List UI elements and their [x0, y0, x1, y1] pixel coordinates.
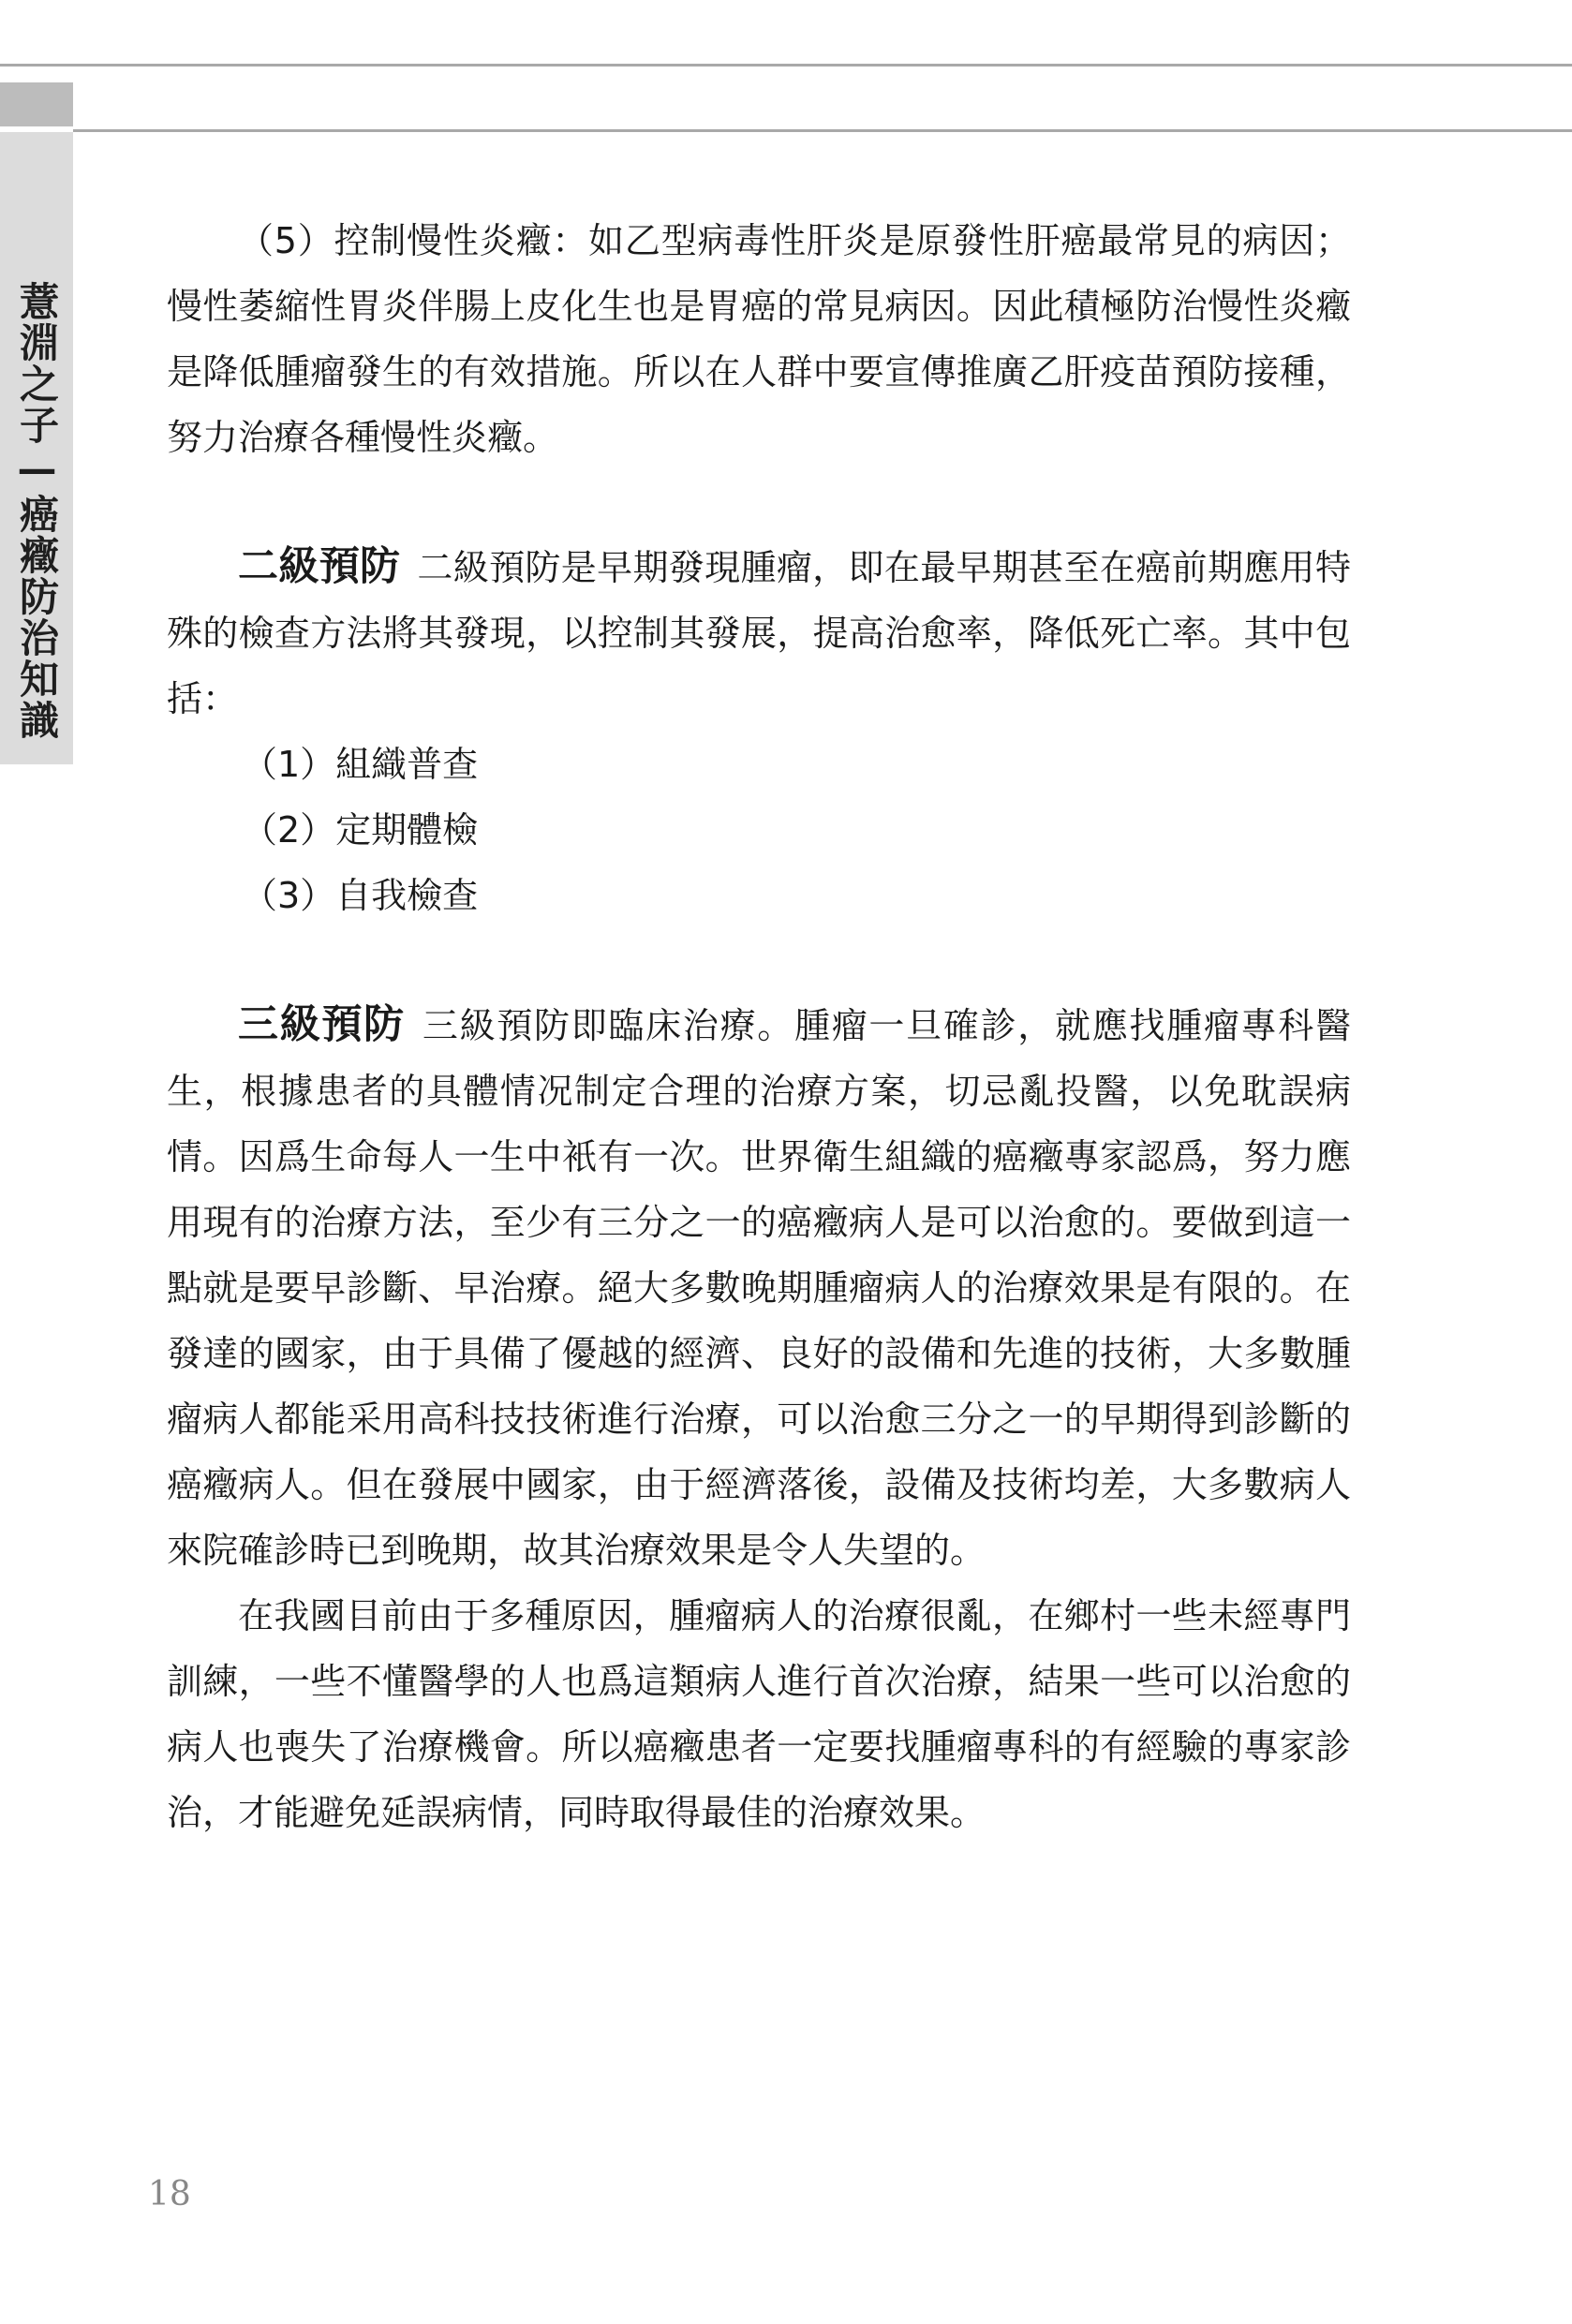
paragraph-chronic-inflammation: （5）控制慢性炎癥：如乙型病毒性肝炎是原發性肝癌最常見的病因；慢性萎縮性胃炎伴腸上皮化生也是胃癌的常見病因。因此積極防治慢性炎癥是降低腫瘤發生的有效措施。所以在人群中要宣傳推廣乙肝疫苗預防接種，努力治療各種慢性炎癥。 [167, 220, 1351, 458]
page-number: 18 [148, 2175, 191, 2213]
side-tab-cap [0, 82, 73, 126]
paragraph-text: 三級預防即臨床治療。腫瘤一旦確診，就應找腫瘤專科醫生，根據患者的具體情况制定合理的治療方案，切忌亂投醫，以免耽誤病情。因爲生命每人一生中衹有一次。世界衛生組織的癌癥專家認爲，努力應用現有的治療方法，至少有三分之一的癌癥病人是可以治愈的。要做到這一點就是要早診斷、早治療。絕大多數晚期腫瘤病人的治療效果是有限的。在發達的國家，由于具備了優越的經濟、良好的設備和先進的技術，大多數腫瘤病人都能采用高科技技術進行治療，可以治愈三分之一的早期得到診斷的癌癥病人。但在發展中國家，由于經濟落後，設備及技術均差，大多數病人來院確診時已到晚期，故其治療效果是令人失望的。 [167, 1005, 1351, 1571]
paragraph-treatment-situation: 在我國目前由于多種原因，腫瘤病人的治療很亂，在鄉村一些未經專門訓練，一些不懂醫學的人也爲這類病人進行首次治療，結果一些可以治愈的病人也喪失了治療機會。所以癌癥患者一定要找腫瘤專科的有經驗的專家診治，才能避免延誤病情，同時取得最佳的治療效果。 [167, 1595, 1351, 1833]
side-tab-title: 薏淵之子—癌癥防治知識 [14, 281, 60, 741]
paragraph-tertiary-prevention [167, 992, 1351, 1583]
paragraph-text: 二級預防是早期發現腫瘤，即在最早期甚至在癌前期應用特殊的檢查方法將其發現，以控制其發展，提高治愈率，降低死亡率。其中包括： [167, 547, 1352, 719]
list-item: （3）自我檢查 [242, 875, 479, 916]
paragraph-secondary-prevention [167, 534, 1351, 732]
heading-secondary-prevention: 二級預防 [238, 543, 401, 590]
list-item: （1）組織普查 [242, 744, 479, 785]
heading-tertiary-prevention: 三級預防 [238, 1001, 406, 1048]
header-rule-inner [73, 129, 1572, 132]
header-rule [0, 64, 1572, 67]
list-item: （2）定期體檢 [242, 809, 479, 851]
page-body [167, 208, 1351, 1845]
